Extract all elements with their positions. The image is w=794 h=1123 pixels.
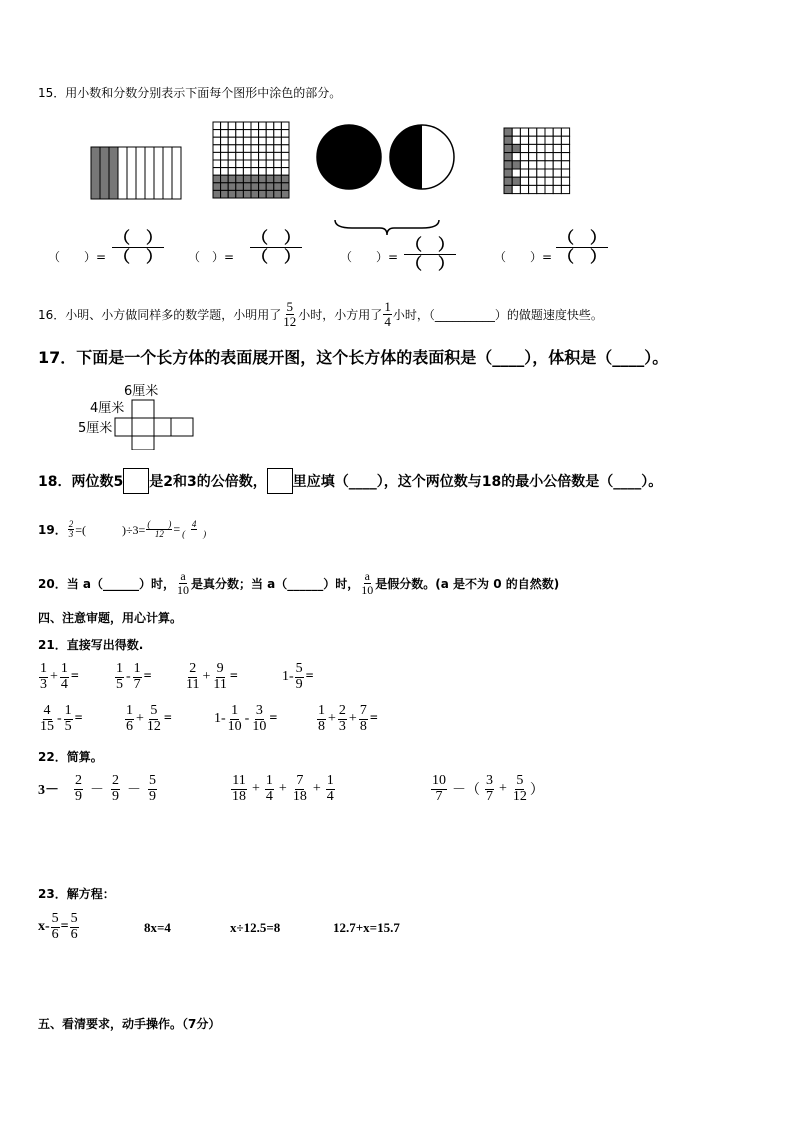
- q21-item-8: $\frac{1}{8}$ + $\frac{2}{3}$ + $\frac{7}{8}$ =: [318, 703, 378, 734]
- q19-fraction-2: $\frac{( )}{12}$: [147, 519, 172, 540]
- q21-item-5: $\frac{4}{15}$ - $\frac{1}{5}$ =: [40, 703, 83, 734]
- q22-expression-1: 3－ $\frac{2}{9}$ － $\frac{2}{9}$ － $\frac{5}{9}$: [38, 773, 156, 804]
- q15-answer-2: （ ）=: [188, 250, 235, 264]
- q17-label-top: 6厘米: [124, 384, 159, 399]
- q16-fraction-2: $\frac{1}{4}$: [384, 299, 391, 329]
- q15-answer-3-frac: $\frac{( )}{( )}$: [406, 235, 455, 273]
- q17-text: 17．下面是一个长方体的表面展开图，这个长方体的表面积是（____），体积是（____）。: [38, 348, 669, 367]
- q23-equation-1: x- $\frac{5}{6}$ = $\frac{5}{6}$: [38, 911, 78, 942]
- q19-fraction-3: $\frac{4}{( )}$: [182, 519, 207, 540]
- q15-answer-3: （ ）=: [340, 250, 399, 264]
- q15-answer-2-frac: $\frac{( )}{( )}$: [252, 228, 301, 266]
- q22-expression-3: $\frac{10}{7}$ －（ $\frac{3}{7}$ + $\frac{5}{12}$ ）: [432, 773, 544, 804]
- q23-equation-2: 8x=4: [144, 920, 171, 935]
- q17-cuboid-net: [74, 380, 204, 450]
- q15-figure-strips: [90, 146, 182, 200]
- q18-digit-box-2: [267, 468, 293, 494]
- section-5-heading: 五、看清要求，动手操作。（7分）: [38, 1017, 221, 1031]
- q21-item-4: 1- $\frac{5}{9}$ =: [282, 661, 314, 692]
- q20-text: 20．当 a（______）时， $\frac{a}{10}$ 是真分数；当 a（______）时， $\frac{a}{10}$ 是假分数。(a 是不为 0 的自然数): [38, 569, 560, 597]
- q21-item-1: $\frac{1}{3}$ + $\frac{1}{4}$ =: [40, 661, 79, 692]
- q21-item-7: 1- $\frac{1}{10}$ - $\frac{3}{10}$ =: [214, 703, 278, 734]
- q21-title: 21．直接写出得数.: [38, 638, 144, 652]
- q20-fraction-2: $\frac{a}{10}$: [361, 569, 374, 597]
- q15-figure-circles: [316, 124, 458, 192]
- q17-label-mid: 4厘米: [90, 401, 125, 416]
- q23-equation-4: 12.7+x=15.7: [333, 920, 400, 935]
- q16-text: 16． 小明、小方做同样多的数学题，小明用了 $\frac{5}{12}$ 小时，小方用了 $\frac{1}{4}$ 小时，（__________）的做题速度快些。: [38, 299, 603, 329]
- q23-equation-3: x÷12.5=8: [230, 920, 281, 935]
- q21-item-6: $\frac{1}{6}$ + $\frac{5}{12}$ =: [126, 703, 172, 734]
- q15-text: 15．用小数和分数分别表示下面每个图形中涂色的部分。: [38, 86, 342, 100]
- q22-expression-2: $\frac{11}{18}$ + $\frac{1}{4}$ + $\frac{7}{18}$ + $\frac{1}{4}$: [232, 773, 334, 804]
- q15-answer-4-frac: $\frac{( )}{( )}$: [558, 228, 607, 266]
- q18-digit-box[interactable]: [123, 468, 149, 494]
- q15-answer-4: （ ）=: [494, 250, 553, 264]
- q22-title: 22．简算。: [38, 750, 103, 764]
- q15-figure-grid100: [212, 121, 290, 199]
- q21-item-2: $\frac{1}{5}$ - $\frac{1}{7}$ =: [116, 661, 152, 692]
- q23-title: 23．解方程：: [38, 887, 115, 901]
- q19-fraction-1: $\frac{2}{3}$: [68, 519, 74, 540]
- q19-text: 19． $\frac{2}{3}$ =( )÷3= $\frac{( )}{12}$ = $\frac{4}{( )}$: [38, 519, 207, 540]
- q20-fraction-1: $\frac{a}{10}$: [176, 569, 189, 597]
- q15-figure-grid64: [503, 127, 571, 197]
- q18-text: 18．两位数5 是2和3的公倍数， 里应填（____），这个两位数与18的最小公倍数是（____）。: [38, 468, 662, 494]
- q21-item-3: $\frac{2}{11}$ + $\frac{9}{11}$ =: [186, 661, 238, 692]
- section-4-heading: 四、注意审题，用心计算。: [38, 611, 183, 625]
- q15-answer-1: （ ）=: [48, 250, 107, 264]
- q16-fraction-1: $\frac{5}{12}$: [283, 299, 297, 329]
- q17-label-left: 5厘米: [78, 421, 113, 436]
- q15-answer-1-frac: $\frac{( )}{( )}$: [114, 228, 163, 266]
